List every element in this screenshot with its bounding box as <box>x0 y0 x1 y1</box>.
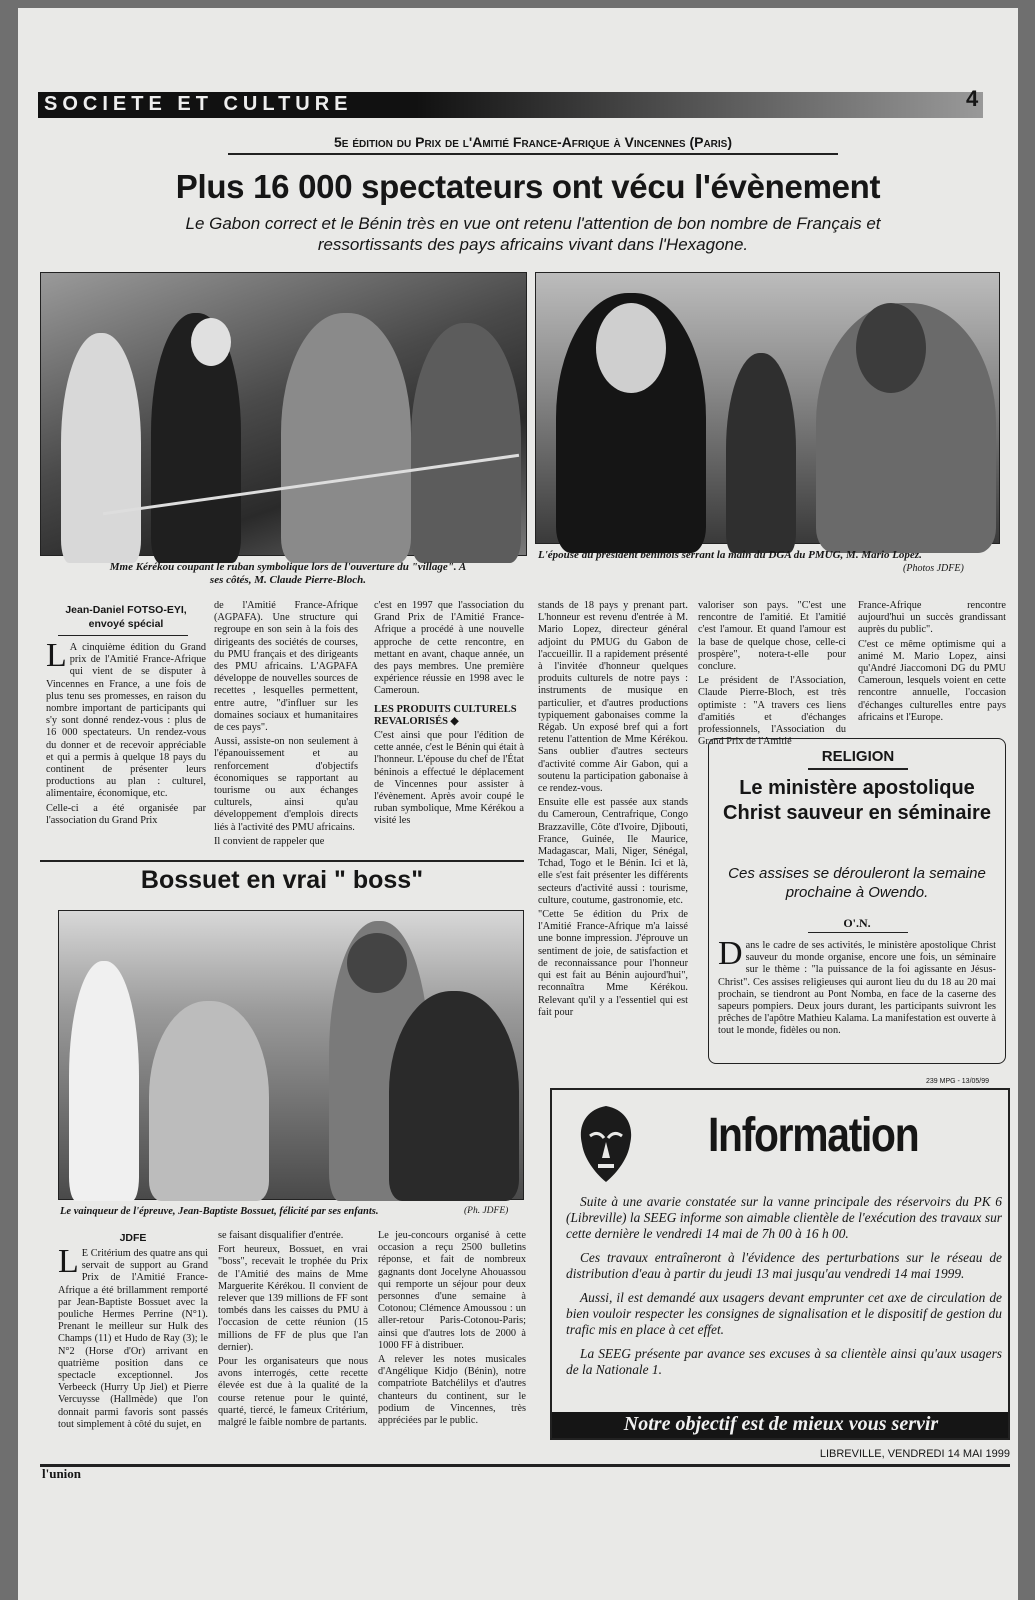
byline-rule <box>58 635 188 636</box>
photo-handshake <box>535 272 1000 544</box>
article-headline: Plus 16 000 spectateurs ont vécu l'évènement <box>175 168 881 205</box>
religion-body-text: ans le cadre de ses activités, le ministère apostolique Christ sauveur du monde organise, encore une fois, un séminaire sur le thème : "la puissance de la foi agissante en Jésus-Christ". Ces assises religieuses qui auront lieu du du 18 au 20 mai prochain, se tiendront au Pont Nomba, en face de la caserne des sapeurs pompiers. Deux jours durant, les participants suivront les prêches de l'apôtre Mathieu Kalama. La manifestation est ouverte à tout le monde, fidèles ou non. <box>718 940 996 1037</box>
main-column-4 <box>538 600 688 1064</box>
main-col6-p1: France-Afrique rencontre aujourd'hui un succès grandissant auprès du public". <box>858 600 1006 636</box>
footer-rule <box>40 1464 1010 1467</box>
photo1-caption: Mme Kérékou coupant le ruban symbolique lors de l'ouverture du "village". A ses côtés, M. Claude Pierre-Bloch. <box>109 561 467 586</box>
photo-bossuet <box>58 910 524 1200</box>
mask-logo <box>570 1102 642 1186</box>
bossuet-col2-p1: se faisant disqualifier d'entrée. <box>218 1230 344 1241</box>
main-col5-p2: Le président de l'Association, Claude Pierre-Bloch, est très optimiste : "A travers ces liens d'amitiés et d'échanges professionnels, l'Association du Grand Prix de l'Amitié <box>698 675 846 748</box>
main-column-3 <box>374 600 524 854</box>
main-column-6 <box>858 600 1006 738</box>
bossuet-col2-p2: Fort heureux, Bossuet, en vrai "boss", recevait le trophée du Prix de l'Amitié des mains de Mme Marguerite Kérékou. Il convient de relever que 139 millions de FF sont tombés dans les caisses du PMU à l'occasion de cette réunion (15 millions de FF de plus que l'an dernier). <box>218 1244 368 1353</box>
bossuet-headline: Bossuet en vrai " boss" <box>140 866 424 894</box>
religion-deck: Ces assises se dérouleront la semaine prochaine à Owendo. <box>728 865 986 901</box>
ad-code: 239 MPG - 13/05/99 <box>926 1078 990 1085</box>
ad-slogan: Notre objectif est de mieux vous servir <box>623 1413 939 1435</box>
main-col2-p3: Il convient de rappeler que <box>214 835 325 847</box>
main-col1-p2: Celle-ci a été organisée par l'association du Grand Prix <box>46 802 206 826</box>
main-col3-p2: C'est ainsi que pour l'édition de cette année, c'est le Bénin qui était à l'honneur. L'épouse du chef de l'État béninois a effectué le déplacement de Vincennes pour assister à l'évènement. Après avoir coupé le ruban symbolique, Mme Kérékou a visité les <box>374 730 524 827</box>
religion-body <box>718 935 996 1058</box>
bossuet-byline: JDFE <box>119 1232 147 1244</box>
bossuet-col1-text: E Critérium des quatre ans qui servait de support au Grand Prix de l'Amitié France-Afrique a été brillamment remporté par Jean-Baptiste Bossuet avec la pouliche Hermes Perrine (N°1). Prenant le meilleur sur Hulk des Champs (11) et Hudo de Ray (3); le N°2 (Horse d'Or) arrivant en quatrième position dans ce spectacle exceptionnel. Jos Verbeeck (Hurry Up Jiel) et Pierre Vercuysse (Hallmède) que l'on donnait parmi favoris sont passés tout simplement à côté du sujet, en <box>58 1248 208 1430</box>
bossuet-col3-p1: Le jeu-concours organisé à cette occasion a reçu 2500 bulletins réponse, et fait de nombreux gagnants dont Jocelyne Ahouassou qui remporte un séjour pour deux personnes d'une semaine à Cotonou; Clémence Amoussou : un aller-retour Paris-Cotonou-Paris; ainsi que d'autres lots de 2000 à 1000 FF à distribuer. <box>378 1230 526 1351</box>
byline-role: envoyé spécial <box>88 618 164 630</box>
dropcap: L <box>46 637 67 674</box>
main-col2-p1: de l'Amitié France-Afrique (AGPAFA). Une structure qui regroupe en son sein à la fois des dirigeants des sociétés de courses, du PMU français et des dirigeants des PMU africains. L'AGPAFA développe de nouvelles sources de recettes , lesquelles permettent, entre autre, "d'influer sur les domaines sociaux et humanitaires de ces pays". <box>214 600 358 734</box>
religion-byline-rule <box>808 932 908 933</box>
main-col4-p2: Ensuite elle est passée aux stands du Cameroun, Centrafrique, Congo Brazzaville, Côte d'Ivoire, Djibouti, France, Guinée, Ile Maurice, Madagascar, Mali, Niger, Sénégal, Tchad, Togo et le Bénin. Ici et là, elle s'est fait présenter les différents secteurs d'activité aussi : tourisme, culture, coutume, gastronomie, etc. <box>538 797 688 906</box>
section-title: SOCIETE ET CULTURE <box>44 93 353 115</box>
religion-label: RELIGION <box>821 748 895 765</box>
religion-headline: Le ministère apostolique Christ sauveur en séminaire <box>723 777 991 824</box>
main-column-1 <box>46 637 206 854</box>
main-column-2 <box>214 600 358 854</box>
footer-date: LIBREVILLE, VENDREDI 14 MAI 1999 <box>819 1448 1010 1460</box>
photo2-credit: (Photos JDFE) <box>903 563 964 574</box>
bossuet-caption: Le vainqueur de l'épreuve, Jean-Baptiste Bossuet, félicité par ses enfants. <box>60 1206 379 1217</box>
kicker-underline <box>228 153 838 155</box>
article-kicker: 5e édition du Prix de l'Amitié France-Afrique à Vincennes (Paris) <box>333 134 733 150</box>
bossuet-top-rule <box>40 860 524 862</box>
main-col2-p2: Aussi, assiste-on non seulement à l'épanouissement et au renforcement d'objectifs économiques se rapportant au tourisme ou aux échanges culturels, ainsi qu'au développement d'emplois directs liés à l'activité des PMU africains. <box>214 736 358 833</box>
ad-p1: Suite à une avarie constatée sur la vanne principale des réservoirs du PK 6 (Libreville) la SEEG informe son aimable clientèle de l'exécution des travaux sur cette dernière le vendredi 14 mai de 7h 00 à 16 h 00. <box>566 1194 1002 1241</box>
article-deck: Le Gabon correct et le Bénin très en vue ont retenu l'attention de bon nombre de Français et ressortissants des pays africains vivant dans l'Hexagone. <box>185 214 881 254</box>
main-col1-p1: A cinquième édition du Grand prix de l'Amitié France-Afrique qui vient de se disputer à Vincennes en France, a une fois de plus tenu ses promesses, en raison du nombre important de participants qui s'y sont donné rendez-vous : plus de 16 000 spectateurs. Un rendez-vous du donner et de recevoir appréciable et qui a permis à quelque 18 pays du continent de présenter leurs productions au plan : culturel, alimentaire, économique, etc. <box>46 642 206 800</box>
bossuet-column-3 <box>378 1230 526 1460</box>
ad-p4: La SEEG présente par avance ses excuses à sa clientèle ainsi qu'aux usagers de la Nationale 1. <box>566 1346 1002 1377</box>
main-col3-p1: c'est en 1997 que l'association du Grand Prix de l'Amitié France-Afrique a procédé à une nouvelle approche de cette rencontre, en mettant en avant, chaque année, un des pays membres. Une première expérience réussie en 1998 avec le Cameroun. <box>374 600 524 697</box>
religion-label-rule <box>808 768 908 770</box>
ad-p3: Aussi, il est demandé aux usagers devant emprunter cet axe de circulation de bien vouloir respecter les consignes de signalisation et le dispositif de gestion du trafic mis en place à cet effet. <box>566 1290 1002 1337</box>
ad-p2: Ces travaux entraîneront à l'évidence des perturbations sur le réseau de distribution d'eau à partir du jeudi 13 mai jusqu'au vendredi 14 mai 1999. <box>566 1250 1002 1281</box>
byline-name: Jean-Daniel FOTSO-EYI, <box>65 604 187 616</box>
footer-paper-name: l'union <box>42 1466 82 1481</box>
religion-byline: O'.N. <box>843 916 871 930</box>
bossuet-dropcap: L <box>58 1243 79 1280</box>
page-number: 4 <box>966 86 979 111</box>
main-subhead: LES PRODUITS CULTURELS REVALORISÉS ◆ <box>374 703 517 727</box>
main-column-5 <box>698 600 846 748</box>
religion-dropcap: D <box>718 935 743 972</box>
photo2-caption: L'épouse du président béninois serrant la main du DGA du PMUG, M. Mario Lopez. <box>538 549 922 561</box>
bossuet-col3-p2: A relever les notes musicales d'Angélique Kidjo (Bénin), notre compatriote Batchélilys et d'autres chanteurs du continent, sur le podium de Vincennes, très appréciées par le public. <box>378 1354 526 1427</box>
bossuet-col2-p3: Pour les organisateurs que nous avons interrogés, cette recette élevée est due à la qualité de la course retenue pour le quinté, quarté, tiercé, le fameux Critérium, malgré le faible nombre de partants. <box>218 1356 368 1429</box>
ad-title: Information <box>708 1109 919 1162</box>
main-col6-p2: C'est ce même optimisme qui a animé M. Mario Lopez, ainsi qu'André Jiaccomoni DG du PMU Cameroun, lesquels voient en cette rencontre annuelle, l'occasion d'échanges culturelles entre pays africains et l'Europe. <box>858 638 1006 723</box>
main-col4-p3: "Cette 5e édition du Prix de l'Amitié France-Afrique m'a laissé une bonne impression. J'éprouve un sentiment de joie, de satisfaction et de reconnaissance pour l'honneur qui est fait au Bénin aujourd'hui", reconnaîtra Mme Kérékou. Relevant qu'il y a l'essentiel qui est fait pour <box>538 909 688 1018</box>
ad-text <box>566 1194 1002 1378</box>
bossuet-credit: (Ph. JDFE) <box>464 1206 509 1216</box>
main-col4-p1: stands de 18 pays y prenant part. L'honneur est revenu d'entrée à M. Mario Lopez, directeur général adjoint du PMUG du Gabon de l'accueillir. Il a rapidement présenté à l'invitée d'honneur quelques produits culturels de notre pays : instruments de musique en particulier, et d'autres productions typiquement gabonaises comme la Régab. Un exposé bref qui a fort retenu l'attention de Mme Kérékou. Sans oublier d'autres secteurs d'activité comme Air Gabon, qui a soutenu la participation gabonaise à ce rendez-vous. <box>538 600 688 795</box>
bossuet-column-1 <box>58 1243 208 1460</box>
newspaper-page <box>18 8 1018 1600</box>
photo-ribbon-cutting <box>40 272 527 556</box>
main-col5-p1: valoriser son pays. "C'est une rencontre de l'amitié. Et l'amitié c'est l'amour. Et quand l'amour est la base de quelque chose, celle-ci prospère", notera-t-elle pour conclure. <box>698 600 846 673</box>
bossuet-column-2 <box>218 1230 368 1460</box>
